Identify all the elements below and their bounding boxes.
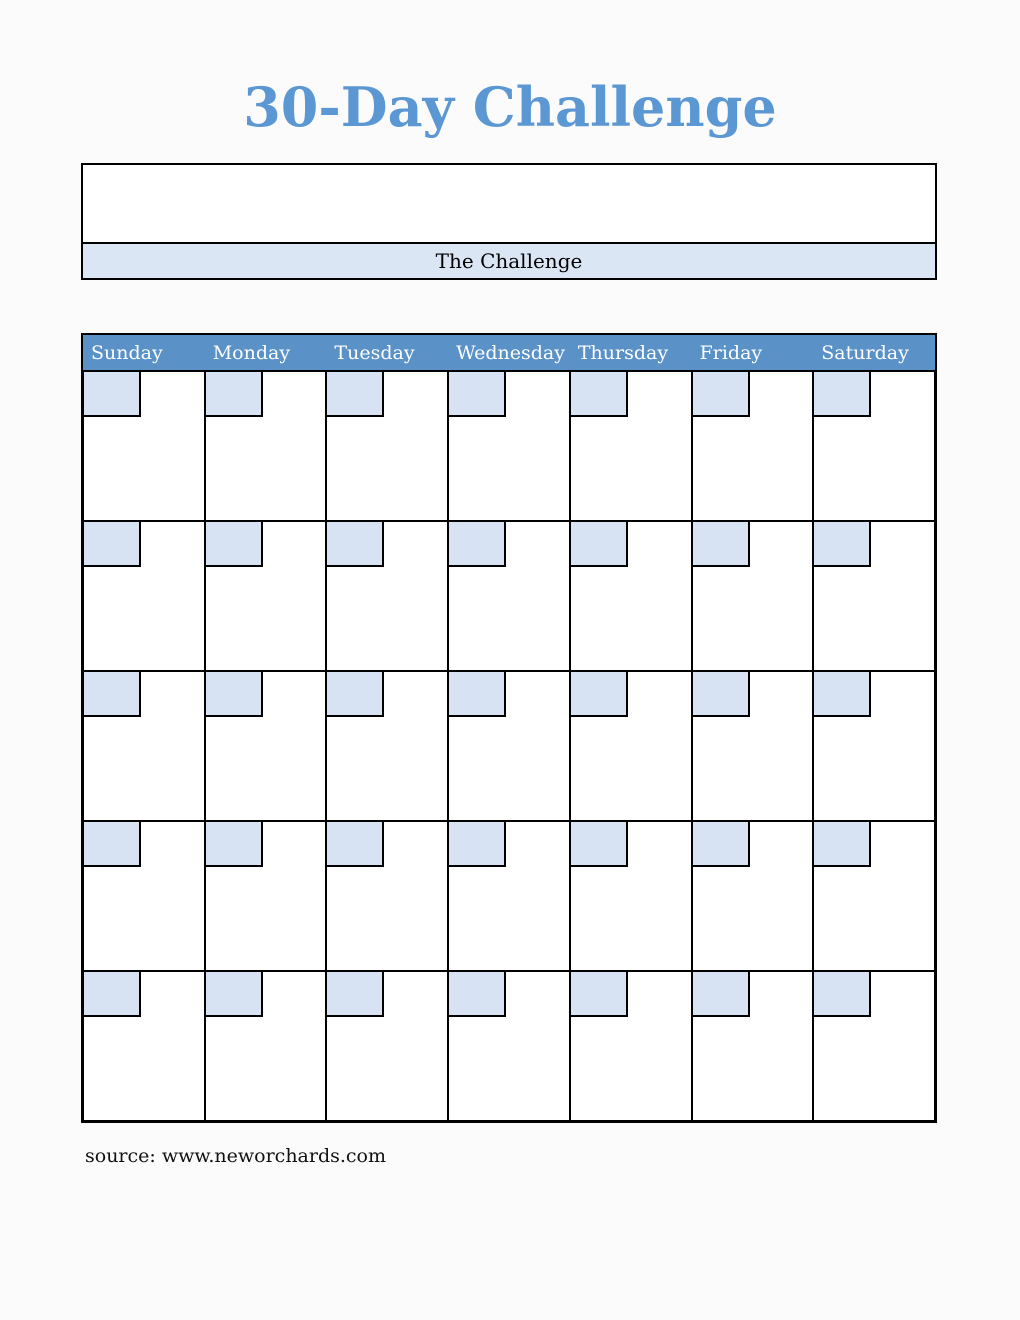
date-box: [206, 972, 263, 1017]
date-box: [327, 672, 384, 717]
calendar-cell: [692, 671, 814, 821]
calendar-cell: [570, 371, 692, 521]
calendar-cell: [813, 521, 935, 671]
day-header-sunday: Sunday: [83, 335, 205, 371]
date-box: [571, 372, 628, 417]
date-box: [206, 522, 263, 567]
date-box: [84, 822, 141, 867]
date-box: [206, 822, 263, 867]
date-box: [327, 372, 384, 417]
calendar-cell: [448, 671, 570, 821]
date-box: [814, 972, 871, 1017]
date-box: [693, 822, 750, 867]
source-line: source: www.neworchards.com: [85, 1145, 387, 1167]
calendar-cell: [83, 821, 205, 971]
date-box: [449, 672, 506, 717]
date-box: [693, 672, 750, 717]
date-box: [449, 972, 506, 1017]
date-box: [206, 672, 263, 717]
date-box: [814, 822, 871, 867]
calendar-cell: [448, 371, 570, 521]
calendar-cell: [83, 971, 205, 1121]
date-box: [571, 972, 628, 1017]
date-box: [206, 372, 263, 417]
date-box: [449, 522, 506, 567]
day-header-saturday: Saturday: [813, 335, 935, 371]
date-box: [84, 522, 141, 567]
day-header-monday: Monday: [205, 335, 327, 371]
calendar-cell: [326, 821, 448, 971]
calendar-cell: [692, 821, 814, 971]
calendar-cell: [570, 821, 692, 971]
challenge-box: [81, 163, 937, 280]
calendar-cell: [326, 371, 448, 521]
date-box: [449, 372, 506, 417]
day-header-thursday: Thursday: [570, 335, 692, 371]
calendar-cell: [205, 521, 327, 671]
calendar-cell: [813, 821, 935, 971]
date-box: [571, 522, 628, 567]
calendar-cell: [205, 821, 327, 971]
day-header-tuesday: Tuesday: [326, 335, 448, 371]
calendar-cell: [813, 371, 935, 521]
calendar-cell: [83, 371, 205, 521]
calendar-cell: [326, 671, 448, 821]
challenge-label: The Challenge: [83, 242, 935, 278]
date-box: [84, 372, 141, 417]
calendar-cell: [205, 371, 327, 521]
calendar-cell: [692, 971, 814, 1121]
date-box: [327, 972, 384, 1017]
date-box: [693, 372, 750, 417]
calendar-grid: [81, 333, 937, 1123]
calendar-cell: [570, 521, 692, 671]
calendar-cell: [692, 521, 814, 671]
calendar-cell: [448, 521, 570, 671]
date-box: [571, 672, 628, 717]
calendar-cell: [326, 521, 448, 671]
calendar-cell: [205, 671, 327, 821]
calendar-cell: [813, 971, 935, 1121]
date-box: [84, 672, 141, 717]
date-box: [327, 522, 384, 567]
calendar-cell: [813, 671, 935, 821]
calendar-cell: [83, 671, 205, 821]
date-box: [693, 522, 750, 567]
date-box: [814, 672, 871, 717]
calendar-cell: [448, 971, 570, 1121]
date-box: [814, 372, 871, 417]
date-box: [814, 522, 871, 567]
calendar-cell: [83, 521, 205, 671]
calendar-cell: [570, 971, 692, 1121]
day-header-friday: Friday: [692, 335, 814, 371]
date-box: [84, 972, 141, 1017]
date-box: [571, 822, 628, 867]
calendar-cell: [692, 371, 814, 521]
calendar-cell: [326, 971, 448, 1121]
calendar-cell: [570, 671, 692, 821]
page-title: 30-Day Challenge: [243, 75, 777, 139]
date-box: [327, 822, 384, 867]
date-box: [693, 972, 750, 1017]
day-header-wednesday: Wednesday: [448, 335, 570, 371]
challenge-entry-area: [83, 165, 935, 242]
date-box: [449, 822, 506, 867]
calendar-cell: [448, 821, 570, 971]
calendar-cell: [205, 971, 327, 1121]
